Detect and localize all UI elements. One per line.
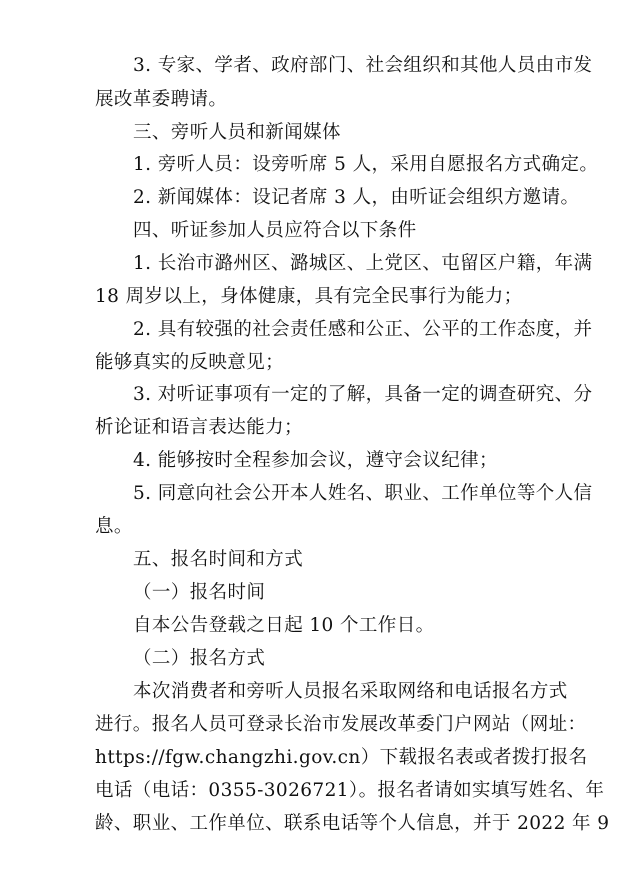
text-line-4: 1. 旁听人员：设旁听席 5 人，采用自愿报名方式确定。 — [133, 154, 599, 175]
subheading-registration-time: （一）报名时间 — [133, 582, 266, 603]
text-line-10: 能够真实的反映意见； — [95, 352, 285, 373]
text-line-12: 析论证和语言表达能力； — [95, 417, 303, 438]
section-heading-3: 三、旁听人员和新闻媒体 — [133, 122, 341, 143]
text-line-5: 2. 新闻媒体：设记者席 3 人，由听证会组织方邀请。 — [133, 187, 580, 208]
subheading-registration-method: （二）报名方式 — [133, 648, 266, 669]
text-line-24: 龄、职业、工作单位、联系电话等个人信息，并于 2022 年 9 — [95, 813, 610, 834]
text-line-22: https://fgw.changzhi.gov.cn）下载报名表或者拨打报名 — [95, 747, 588, 768]
section-heading-5: 五、报名时间和方式 — [133, 549, 304, 570]
text-line-9: 2. 具有较强的社会责任感和公正、公平的工作态度，并 — [133, 319, 593, 340]
text-line-13: 4. 能够按时全程参加会议，遵守会议纪律； — [133, 450, 498, 471]
text-line-23: 电话（电话：0355-3026721）。报名者请如实填写姓名、年 — [95, 780, 605, 801]
text-line-14: 5. 同意向社会公开本人姓名、职业、工作单位等个人信 — [133, 483, 593, 504]
text-line-8: 18 周岁以上，身体健康，具有完全民事行为能力； — [95, 286, 523, 307]
text-line-20: 本次消费者和旁听人员报名采取网络和电话报名方式 — [133, 681, 568, 702]
text-line-1: 3. 专家、学者、政府部门、社会组织和其他人员由市发 — [133, 55, 593, 76]
text-line-18: 自本公告登载之日起 10 个工作日。 — [133, 615, 435, 636]
text-line-15: 息。 — [95, 516, 133, 537]
text-line-11: 3. 对听证事项有一定的了解，具备一定的调查研究、分 — [133, 384, 593, 405]
text-line-21: 进行。报名人员可登录长治市发展改革委门户网站（网址： — [95, 714, 587, 735]
text-line-7: 1. 长治市潞州区、潞城区、上党区、屯留区户籍，年满 — [133, 253, 593, 274]
text-line-2: 展改革委聘请。 — [95, 89, 228, 110]
section-heading-4: 四、听证参加人员应符合以下条件 — [133, 220, 417, 241]
